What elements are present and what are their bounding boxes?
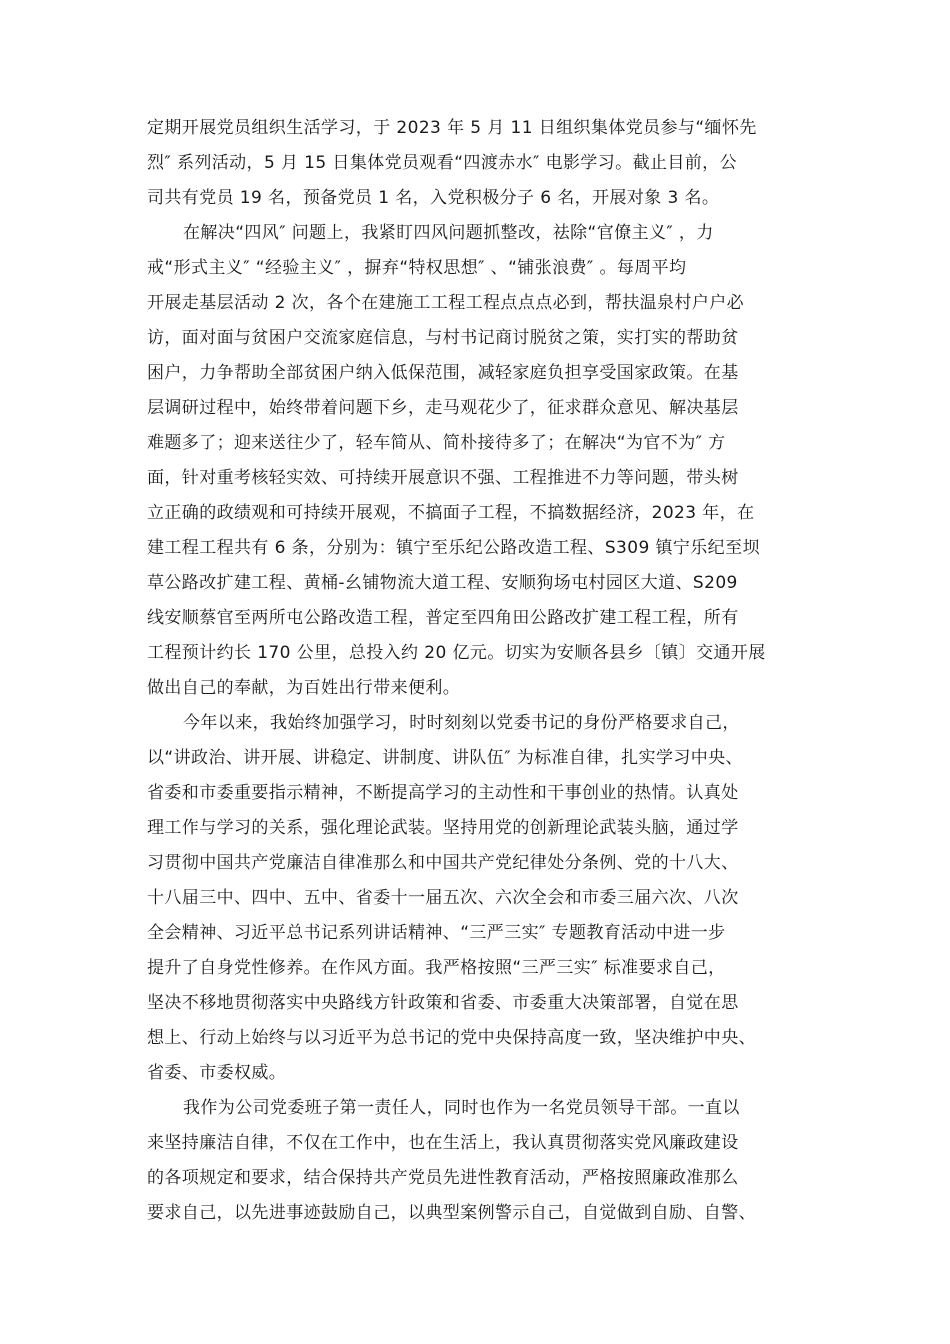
paragraph-2-line-9: 立正确的政绩观和可持续开展观，不搞面子工程，不搞数据经济，2023 年，在 xyxy=(147,503,755,523)
paragraph-2-line-4: 访，面对面与贫困户交流家庭信息，与村书记商讨脱贫之策，实打实的帮助贫 xyxy=(147,328,739,348)
paragraph-1-line-3: 司共有党员 19 名，预备党员 1 名，入党积极分子 6 名，开展对象 3 名。 xyxy=(147,188,720,208)
paragraph-2-line-7: 难题多了；迎来送往少了，轻车简从、简朴接待多了；在解决“为官不为″ 方 xyxy=(147,433,726,453)
paragraph-2-line-5: 困户，力争帮助全部贫困户纳入低保范围，减轻家庭负担享受国家政策。在基 xyxy=(147,363,739,383)
paragraph-2-line-1: 在解决“四风″ 问题上，我紧盯四风问题抓整改，祛除“官僚主义″ ，力 xyxy=(183,223,714,243)
paragraph-4-line-3: 的各项规定和要求，结合保持共产党员先进性教育活动，严格按照廉政准那么 xyxy=(147,1168,739,1188)
paragraph-2-line-11: 草公路改扩建工程、黄桶-幺铺物流大道工程、安顺狗场屯村园区大道、S209 xyxy=(147,573,738,593)
paragraph-2-line-14: 做出自己的奉献，为百姓出行带来便利。 xyxy=(147,678,461,698)
paragraph-2-line-6: 层调研过程中，始终带着问题下乡，走马观花少了，征求群众意见、解决基层 xyxy=(147,398,739,418)
paragraph-4-line-2: 来坚持廉洁自律，不仅在工作中，也在生活上，我认真贯彻落实党风廉政建设 xyxy=(147,1133,739,1153)
paragraph-2-line-3: 开展走基层活动 2 次，各个在建施工工程工程点点点必到，帮扶温泉村户户必 xyxy=(147,293,745,313)
paragraph-3-line-8: 提升了自身党性修养。在作风方面。我严格按照“三严三实″ 标准要求自己， xyxy=(147,958,726,978)
paragraph-4-line-4: 要求自己，以先进事迹鼓励自己，以典型案例警示自己，自觉做到自励、自警、 xyxy=(147,1203,756,1223)
paragraph-2-line-12: 线安顺蔡官至两所屯公路改造工程，普定至四角田公路改扩建工程工程，所有 xyxy=(147,608,739,628)
paragraph-2-line-8: 面，针对重考核轻实效、可持续开展意识不强、工程推进不力等问题，带头树 xyxy=(147,468,739,488)
paragraph-3-line-9: 坚决不移地贯彻落实中央路线方针政策和省委、市委重大决策部署，自觉在思 xyxy=(147,993,739,1013)
paragraph-3-line-2: 以“讲政治、讲开展、讲稳定、讲制度、讲队伍″ 为标准自律，扎实学习中央、 xyxy=(147,748,743,768)
paragraph-4-line-1: 我作为公司党委班子第一责任人，同时也作为一名党员领导干部。一直以 xyxy=(183,1098,740,1118)
paragraph-3-line-7: 全会精神、习近平总书记系列讲话精神、“三严三实″ 专题教育活动中进一步 xyxy=(147,923,726,943)
paragraph-3-line-6: 十八届三中、四中、五中、省委十一届五次、六次全会和市委三届六次、八次 xyxy=(147,888,739,908)
paragraph-3-line-10: 想上、行动上始终与以习近平为总书记的党中央保持高度一致，坚决维护中央、 xyxy=(147,1028,756,1048)
paragraph-1-line-1: 定期开展党员组织生活学习，于 2023 年 5 月 11 日组织集体党员参与“缅怀先 xyxy=(147,118,757,138)
paragraph-3-line-1: 今年以来，我始终加强学习，时时刻刻以党委书记的身份严格要求自己， xyxy=(183,713,740,733)
paragraph-3-line-4: 理工作与学习的关系，强化理论武装。坚持用党的创新理论武装头脑，通过学 xyxy=(147,818,739,838)
paragraph-3-line-11: 省委、市委权威。 xyxy=(147,1063,287,1083)
paragraph-3-line-3: 省委和市委重要指示精神，不断提高学习的主动性和干事创业的热情。认真处 xyxy=(147,783,739,803)
paragraph-2-line-2: 戒“形式主义″ “经验主义″ ，摒弃“特权思想″ 、“铺张浪费″ 。每周平均 xyxy=(147,258,687,278)
paragraph-2-line-13: 工程预计约长 170 公里，总投入约 20 亿元。切实为安顺各县乡〔镇〕交通开展 xyxy=(147,643,766,663)
paragraph-3-line-5: 习贯彻中国共产党廉洁自律准那么和中国共产党纪律处分条例、党的十八大、 xyxy=(147,853,739,873)
paragraph-1-line-2: 烈″ 系列活动，5 月 15 日集体党员观看“四渡赤水″ 电影学习。截止目前，公 xyxy=(147,153,737,173)
paragraph-2-line-10: 建工程工程共有 6 条，分别为：镇宁至乐纪公路改造工程、S309 镇宁乐纪至坝 xyxy=(147,538,760,558)
